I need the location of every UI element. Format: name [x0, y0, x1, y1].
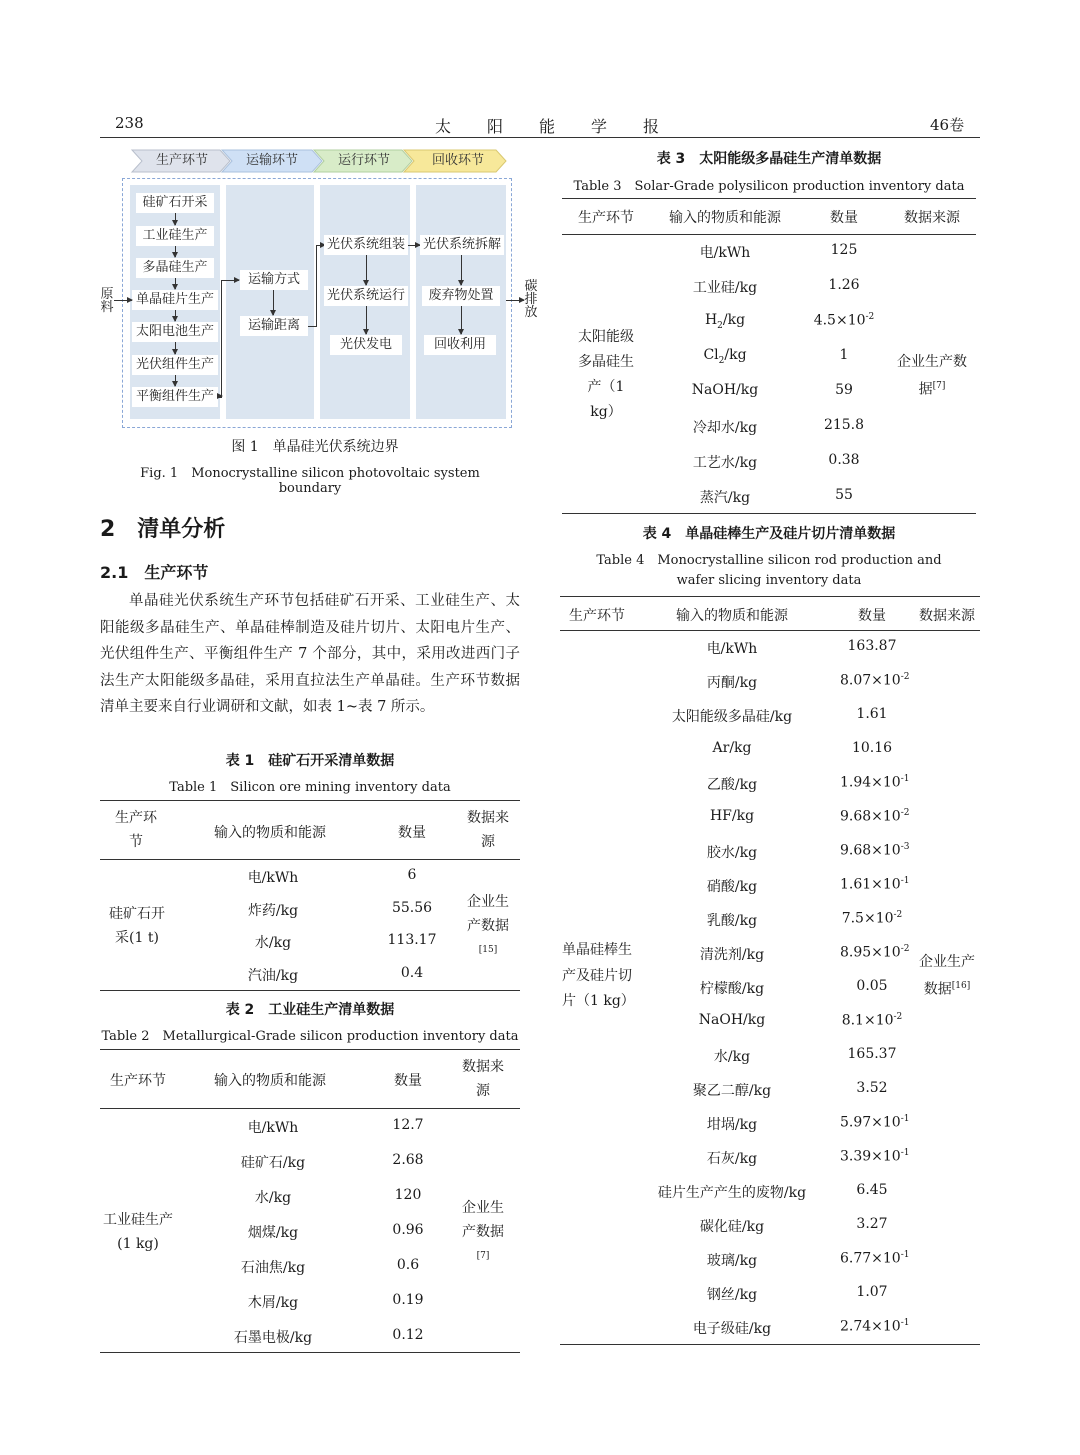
arrow-down [175, 246, 176, 257]
row-input: 工业硅/kg [692, 280, 758, 296]
box-recycling: 回收利用 [424, 335, 496, 355]
figure-1-caption-en: Fig. 1 Monocrystalline silicon photovoltaic system boundary [140, 466, 480, 496]
table-4-stage-cell: 单晶硅棒生产及硅片切片（1 kg） [562, 942, 635, 1009]
box-wafer: 单晶硅片生产 [132, 290, 218, 310]
row-quantity: 55 [835, 487, 853, 503]
row-input: 炸药/kg [247, 902, 299, 919]
table-4-header-source: 数据来源 [919, 608, 975, 624]
phase-transport: 运输环节 [245, 153, 298, 168]
arrow-down [175, 278, 176, 289]
row-input: NaOH/kg [691, 382, 759, 398]
table-4-caption-en-line2: wafer slicing inventory data [676, 573, 862, 588]
row-quantity: $4.5\times 10^{-2}$ [813, 312, 875, 329]
connector-line [221, 280, 222, 398]
row-quantity: 12.7 [392, 1117, 424, 1133]
row-input: 玻璃/kg [706, 1253, 758, 1269]
box-bos: 平衡组件生产 [132, 387, 218, 407]
row-quantity: $9.68\times 10^{-3}$ [840, 842, 910, 859]
arrow-down [175, 213, 176, 225]
carbon-emission-label: 碳排放 [524, 279, 538, 320]
row-input: 柠檬酸/kg [699, 981, 765, 997]
row-input: 电/kWh [706, 641, 758, 657]
table-1-top-rule [100, 800, 520, 801]
table-2-header-quantity: 数量 [394, 1073, 422, 1089]
row-input: 蒸汽/kg [699, 490, 751, 506]
row-input: 水/kg [713, 1049, 751, 1065]
row-quantity: 0.4 [400, 964, 424, 981]
row-quantity: $3.39\times 10^{-1}$ [840, 1148, 910, 1165]
row-quantity: 1 [839, 347, 849, 363]
row-quantity: 120 [394, 1187, 422, 1203]
row-input: $Cl_2/kg$ [703, 347, 747, 366]
table-1-source-text: 企业生产数据 [467, 894, 509, 934]
row-input: 电/kWh [699, 245, 751, 261]
row-quantity: $6.77\times 10^{-1}$ [840, 1250, 910, 1267]
arrow-down [461, 255, 462, 285]
table-3-bottom-rule [562, 513, 976, 514]
row-input: $H_2/kg$ [704, 312, 746, 331]
box-waste-disposal: 废弃物处置 [422, 286, 500, 306]
table-1-header-rule [100, 859, 520, 860]
row-quantity: 0.6 [396, 1257, 420, 1273]
table-2-stage-cell: 工业硅生产(1 kg) [103, 1212, 173, 1252]
phase-production: 生产环节 [155, 153, 208, 168]
box-cell: 太阳电池生产 [132, 322, 218, 342]
table-2-header-input: 输入的物质和能源 [214, 1073, 326, 1089]
table-1-source-cell [462, 890, 514, 966]
row-quantity: 0.38 [828, 452, 860, 468]
table-4-caption-zh: 表 4 单晶硅棒生产及硅片切片清单数据 [642, 526, 896, 542]
table-2-bottom-rule [100, 1352, 520, 1353]
row-input: 乳酸/kg [706, 913, 758, 929]
row-quantity: 55.56 [391, 899, 433, 916]
box-ore-mining: 硅矿石开采 [136, 193, 214, 213]
table-4-caption-en-line1: Table 4 Monocrystalline silicon rod production and [596, 553, 942, 568]
row-input: Ar/kg [712, 740, 752, 756]
row-quantity: 215.8 [823, 417, 865, 433]
row-quantity: 10.16 [851, 740, 893, 756]
row-input: 碳化硅/kg [699, 1219, 765, 1235]
row-quantity: 3.27 [856, 1216, 888, 1232]
row-input: 电/kWh [247, 870, 299, 886]
arrow-right [506, 300, 524, 301]
arrow-down [175, 342, 176, 354]
header-rule [100, 137, 980, 138]
row-input: 木屑/kg [247, 1295, 299, 1311]
row-input: 丙酮/kg [706, 675, 758, 691]
row-input: 冷却水/kg [692, 420, 758, 436]
table-2-header-stage: 生产环节 [110, 1073, 166, 1089]
row-quantity: $7.5\times 10^{-2}$ [841, 910, 903, 927]
row-input: 清洗剂/kg [699, 947, 765, 963]
table-3-header-input: 输入的物质和能源 [669, 210, 781, 226]
table-1-header-quantity: 数量 [398, 825, 426, 841]
table-3-ref: [7] [932, 381, 946, 391]
arrow-right [114, 300, 132, 301]
table-3-source-text: 企业生产数据 [897, 354, 967, 398]
row-quantity: 3.52 [856, 1080, 888, 1096]
arrow-down [366, 306, 367, 334]
table-1-header-stage: 生产环节 [115, 810, 157, 850]
row-quantity: 0.12 [392, 1327, 424, 1343]
table-3-stage-cell: 太阳能级多晶硅生产（1 kg） [578, 329, 634, 420]
table-4-source-text: 企业生产数据 [919, 954, 975, 998]
table-3-header-rule [562, 234, 976, 235]
row-quantity: 6.45 [856, 1182, 888, 1198]
page-number: 238 [115, 114, 144, 132]
table-1-header-source: 数据来源 [467, 810, 509, 850]
row-input: HF/kg [709, 808, 755, 824]
box-mg-silicon: 工业硅生产 [136, 226, 214, 246]
table-3-top-rule [562, 198, 976, 199]
row-input: 石灰/kg [706, 1151, 758, 1167]
table-2-header-rule [100, 1108, 520, 1109]
table-4-header-quantity: 数量 [858, 608, 886, 624]
box-module: 光伏组件生产 [132, 355, 218, 375]
table-2-source-text: 企业生产数据 [462, 1200, 504, 1240]
figure-1-caption-zh: 图 1 单晶硅光伏系统边界 [231, 439, 399, 455]
row-input: 电子级硅/kg [692, 1321, 772, 1337]
row-input: 石油焦/kg [240, 1260, 306, 1276]
arrow-right [221, 280, 239, 281]
row-quantity: 1.61 [856, 706, 888, 722]
row-input: 硅片生产产生的废物/kg [657, 1185, 807, 1201]
box-pv-dismantle: 光伏系统拆解 [420, 235, 504, 255]
transport-column [226, 185, 314, 419]
table-4-top-rule [560, 596, 980, 597]
table-2-header-source: 数据来源 [462, 1059, 504, 1099]
row-quantity: $9.68\times 10^{-2}$ [840, 808, 910, 825]
row-quantity: $8.07\times 10^{-2}$ [840, 672, 910, 689]
section-2-1-heading: 2.1 生产环节 [100, 563, 209, 582]
table-1-caption-en: Table 1 Silicon ore mining inventory data [169, 780, 451, 795]
row-quantity: $8.1\times 10^{-2}$ [841, 1012, 903, 1029]
box-pv-generation: 光伏发电 [330, 335, 402, 355]
table-4-header-stage: 生产环节 [569, 608, 625, 624]
row-quantity: 165.37 [847, 1046, 897, 1062]
row-quantity: $5.97\times 10^{-1}$ [840, 1114, 910, 1131]
table-3-header-stage: 生产环节 [578, 210, 634, 226]
row-input: 汽油/kg [247, 967, 299, 984]
connector-line [316, 245, 317, 327]
row-quantity: $8.95\times 10^{-2}$ [840, 944, 910, 961]
row-quantity: 6 [407, 867, 417, 883]
row-quantity: 0.05 [856, 978, 888, 994]
row-input: 硅矿石/kg [240, 1155, 306, 1171]
row-input: 钢丝/kg [706, 1287, 758, 1303]
raw-material-label: 原料 [100, 287, 114, 315]
arrow-down [175, 310, 176, 321]
row-quantity: $1.61\times 10^{-1}$ [840, 876, 910, 893]
row-quantity: 0.19 [392, 1292, 424, 1308]
row-quantity: 1.07 [856, 1284, 888, 1300]
table-2-caption-en: Table 2 Metallurgical-Grade silicon production inventory data [101, 1029, 519, 1044]
table-2-ref: [7] [476, 1251, 490, 1261]
table-4-bottom-rule [560, 1344, 980, 1345]
table-1-caption-zh: 表 1 硅矿石开采清单数据 [225, 753, 395, 769]
row-quantity: 59 [835, 382, 853, 398]
table-4-header-rule [560, 630, 980, 631]
table-2-caption-zh: 表 2 工业硅生产清单数据 [225, 1002, 395, 1018]
row-input: NaOH/kg [698, 1012, 766, 1028]
phase-recycle: 回收环节 [431, 153, 484, 168]
table-3-caption-en: Table 3 Solar-Grade polysilicon production inventory data [573, 179, 965, 194]
journal-title: 太阳能学报 [435, 117, 696, 136]
table-3-header-source: 数据来源 [904, 210, 960, 226]
row-quantity: 2.68 [392, 1152, 424, 1168]
box-polysilicon: 多晶硅生产 [136, 258, 214, 278]
row-input: 水/kg [254, 935, 292, 951]
table-1-ref: [15] [478, 945, 498, 955]
row-quantity: $2.74\times 10^{-1}$ [840, 1318, 910, 1335]
table-4-header-input: 输入的物质和能源 [676, 608, 788, 624]
row-input: 烟煤/kg [247, 1225, 299, 1241]
row-input: 水/kg [254, 1190, 292, 1206]
row-input: 胶水/kg [706, 845, 758, 861]
box-pv-assembly: 光伏系统组装 [324, 235, 408, 255]
row-input: 聚乙二醇/kg [692, 1083, 772, 1099]
table-1-stage-cell: 硅矿石开采(1 t) [109, 906, 165, 946]
table-4-source-cell [918, 950, 976, 1002]
arrow-down [273, 290, 274, 315]
table-2-source-cell [457, 1196, 509, 1272]
row-input: 乙酸/kg [706, 777, 758, 793]
table-3-header-quantity: 数量 [830, 210, 858, 226]
table-1-bottom-rule [100, 990, 520, 991]
section-2-heading: 2 清单分析 [100, 517, 226, 542]
row-input: 石墨电极/kg [233, 1330, 313, 1346]
row-quantity: 113.17 [387, 932, 437, 948]
volume-label: 46卷 [930, 116, 965, 134]
box-pv-operation: 光伏系统运行 [324, 286, 408, 306]
arrow-down [175, 375, 176, 386]
row-input: 太阳能级多晶硅/kg [671, 709, 793, 725]
section-2-1-paragraph: 单晶硅光伏系统生产环节包括硅矿石开采、工业硅生产、太阳能级多晶硅生产、单晶硅棒制造及硅片切片、太阳电片生产、光伏组件生产、平衡组件生产 7 个部分，其中，采用改进西门子法生产太阳能级多晶硅，采用直拉法生产单晶硅。生产环节数据清单主要来自行业调研和文献，如表 1~表 7 所示。 [100, 593, 520, 715]
row-quantity: 0.96 [392, 1222, 424, 1238]
phase-operation: 运行环节 [337, 153, 390, 168]
table-3-source-cell [892, 350, 972, 402]
box-transport-mode: 运输方式 [240, 270, 308, 290]
row-quantity: 125 [830, 242, 858, 258]
table-4-ref: [16] [951, 981, 971, 991]
row-quantity: $1.94\times 10^{-1}$ [840, 774, 910, 791]
arrow-down [461, 306, 462, 334]
arrow-right [408, 245, 420, 246]
row-input: 电/kWh [247, 1120, 299, 1136]
table-2-top-rule [100, 1049, 520, 1050]
row-input: 坩埚/kg [706, 1117, 758, 1133]
row-quantity: 1.26 [828, 277, 860, 293]
row-quantity: 163.87 [847, 638, 897, 654]
row-input: 工艺水/kg [692, 455, 758, 471]
box-transport-distance: 运输距离 [240, 316, 308, 336]
table-3-caption-zh: 表 3 太阳能级多晶硅生产清单数据 [656, 151, 882, 167]
table-1-header-input: 输入的物质和能源 [214, 825, 326, 841]
arrow-down [366, 255, 367, 285]
row-input: 硝酸/kg [706, 879, 758, 895]
